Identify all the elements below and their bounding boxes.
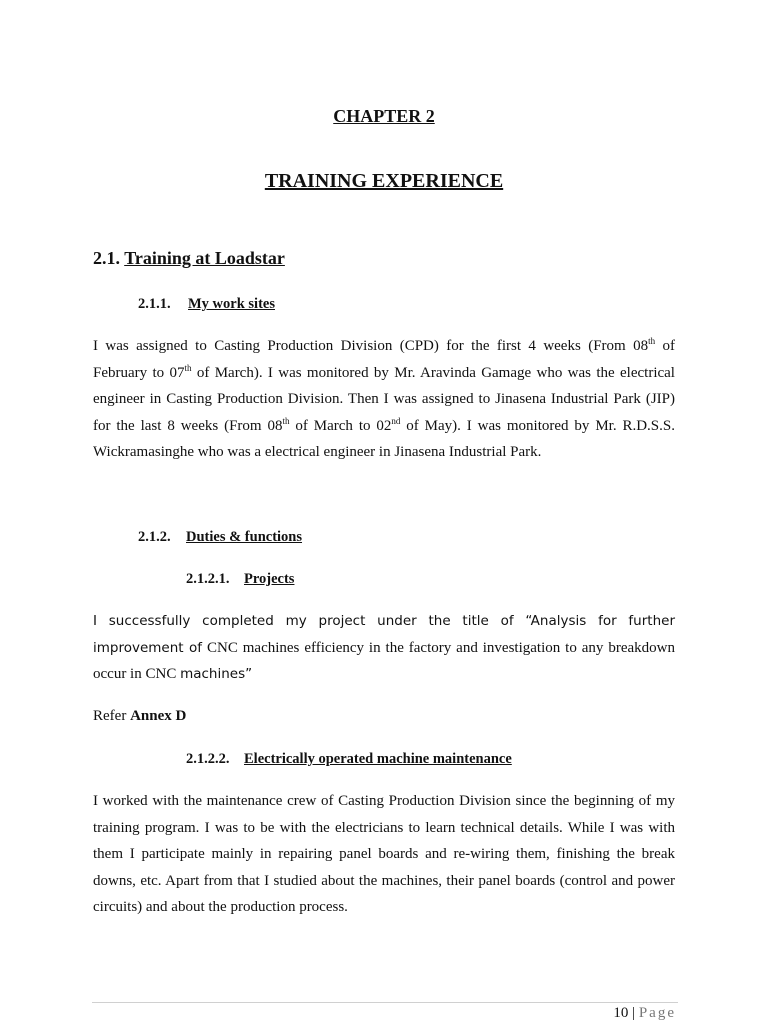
section-number: 2.1.2.2.: [186, 751, 230, 767]
section-heading-2-1-2-2: [186, 751, 512, 768]
section-title: My work sites: [188, 296, 275, 312]
chapter-title: TRAINING EXPERIENCE: [264, 170, 504, 192]
section-number: 2.1.2.1.: [186, 571, 230, 587]
section-title: Training at Loadstar: [124, 248, 285, 268]
section-heading-2-1-2-1: [186, 571, 294, 588]
page-footer: 10 | Page: [613, 1005, 676, 1021]
page-label: Page: [638, 1005, 676, 1021]
paragraph-work-sites: I was assigned to Casting Production Division (CPD) for the first 4 weeks (From 08th of February to 07th of March). I was monitored by Mr. Aravinda Gamage who was the electrical engineer in Casting Production Division. Then I was assigned to Jinasena Industrial Park (JIP) for the last 8 weeks (From 08th of March to 02nd of May). I was monitored by Mr. R.D.S.S. Wickramasinghe who was a electrical engineer in Jinasena Industrial Park.: [93, 336, 675, 460]
paragraph-projects: I successfully completed my project under the title of “Analysis for further improvement of CNC machines efficiency in the factory and investigation to any breakdown occur in CNC machines”: [93, 613, 675, 682]
section-heading-2-1: [93, 248, 285, 269]
chapter-heading: CHAPTER 2: [333, 106, 435, 126]
footer-divider: [92, 1002, 678, 1003]
section-number: 2.1.1.: [138, 296, 171, 312]
section-title: Electrically operated machine maintenance: [244, 751, 512, 767]
section-title: Projects: [244, 571, 295, 587]
section-title: Duties & functions: [186, 529, 303, 545]
paragraph-maintenance: I worked with the maintenance crew of Casting Production Division since the beginning of my training program. I was to be with the electricians to learn technical details. While I was with them I participate mainly in repairing panel boards and re-wiring them, finishing the break downs, etc. Apart from that I studied about the machines, their panel boards (control and power circuits) and about the production process.: [93, 793, 675, 915]
annex-reference: Refer Annex D: [93, 708, 187, 724]
section-heading-2-1-1: [138, 296, 275, 313]
section-number: 2.1.: [93, 248, 120, 268]
section-number: 2.1.2.: [138, 529, 171, 545]
page-number: 10: [613, 1005, 629, 1021]
section-heading-2-1-2: [138, 529, 302, 546]
